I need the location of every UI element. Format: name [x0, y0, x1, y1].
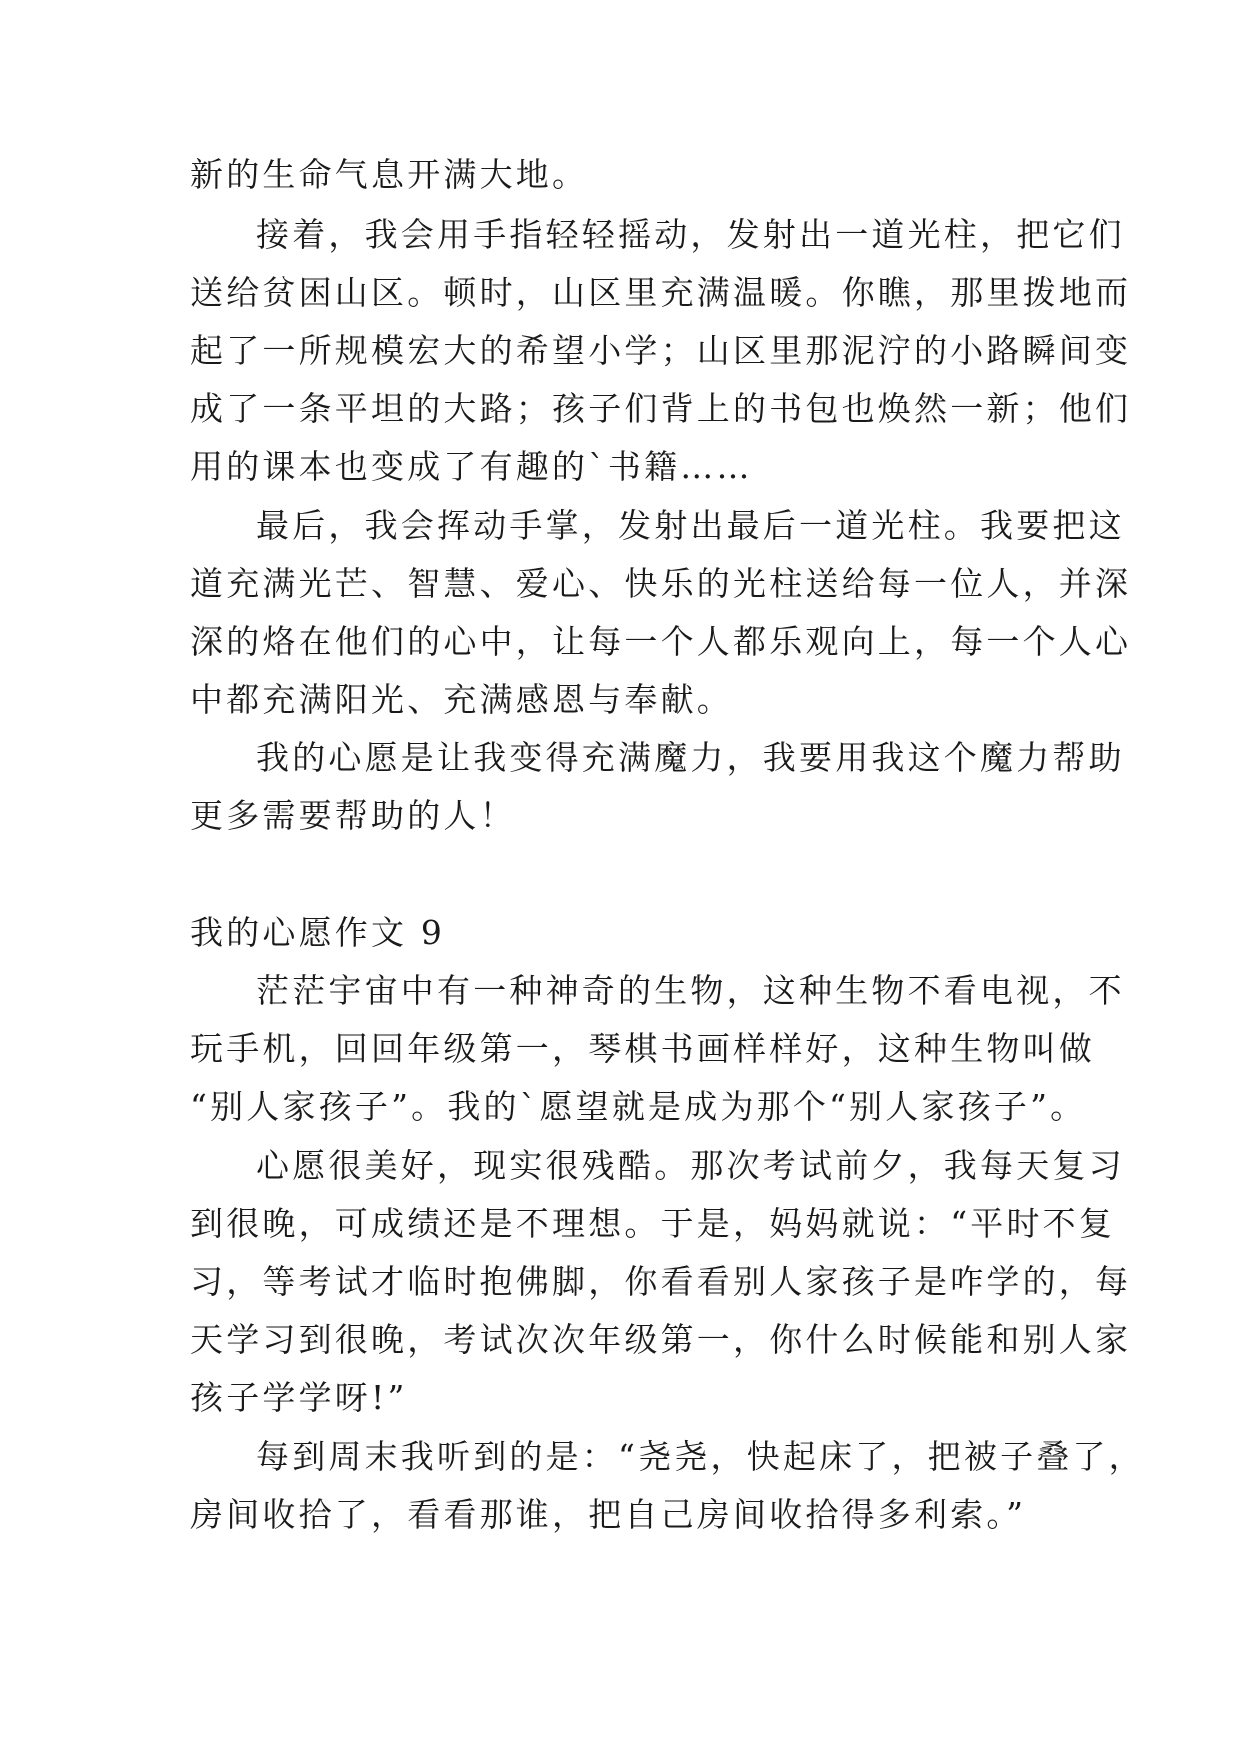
text-line: 中都充满阳光、充满感恩与奉献。 — [190, 680, 733, 719]
paragraph-start-line: 茫茫宇宙中有一种神奇的生物，这种生物不看电视，不 — [256, 971, 1125, 1010]
section-heading: 我的心愿作文 9 — [190, 913, 446, 952]
paragraph-start-line: 心愿很美好，现实很残酷。那次考试前夕，我每天复习 — [256, 1146, 1125, 1185]
text-line: 用的课本也变成了有趣的`书籍…… — [190, 447, 753, 486]
paragraph-start-line: 每到周末我听到的是：“尧尧，快起床了，把被子叠了， — [256, 1437, 1145, 1476]
text-line: 深的烙在他们的心中，让每一个人都乐观向上，每一个人心 — [190, 622, 1132, 661]
text-line: 起了一所规模宏大的希望小学；山区里那泥泞的小路瞬间变 — [190, 331, 1132, 370]
text-line: 送给贫困山区。顿时，山区里充满温暖。你瞧，那里拨地而 — [190, 273, 1132, 312]
text-line: 道充满光芒、智慧、爱心、快乐的光柱送给每一位人，并深 — [190, 564, 1132, 603]
text-line: 到很晚，可成绩还是不理想。于是，妈妈就说：“平时不复 — [190, 1204, 1116, 1243]
text-line: 更多需要帮助的人！ — [190, 796, 516, 835]
text-line: 房间收拾了，看看那谁，把自己房间收拾得多利索。” — [190, 1495, 1027, 1534]
paragraph-start-line: 最后，我会挥动手掌，发射出最后一道光柱。我要把这 — [256, 506, 1125, 545]
text-line: 新的生命气息开满大地。 — [190, 155, 589, 194]
text-line: “别人家孩子”。我的`愿望就是成为那个“别人家孩子”。 — [190, 1087, 1087, 1126]
text-line: 玩手机，回回年级第一，琴棋书画样样好，这种生物叫做 — [190, 1029, 1095, 1068]
text-line: 习，等考试才临时抱佛脚，你看看别人家孩子是咋学的，每 — [190, 1262, 1132, 1301]
paragraph-start-line: 我的心愿是让我变得充满魔力，我要用我这个魔力帮助 — [256, 738, 1125, 777]
paragraph-start-line: 接着，我会用手指轻轻摇动，发射出一道光柱，把它们 — [256, 215, 1125, 254]
text-line: 天学习到很晚，考试次次年级第一，你什么时候能和别人家 — [190, 1320, 1132, 1359]
text-line: 成了一条平坦的大路；孩子们背上的书包也焕然一新；他们 — [190, 389, 1132, 428]
text-line: 孩子学学呀!” — [190, 1378, 408, 1417]
